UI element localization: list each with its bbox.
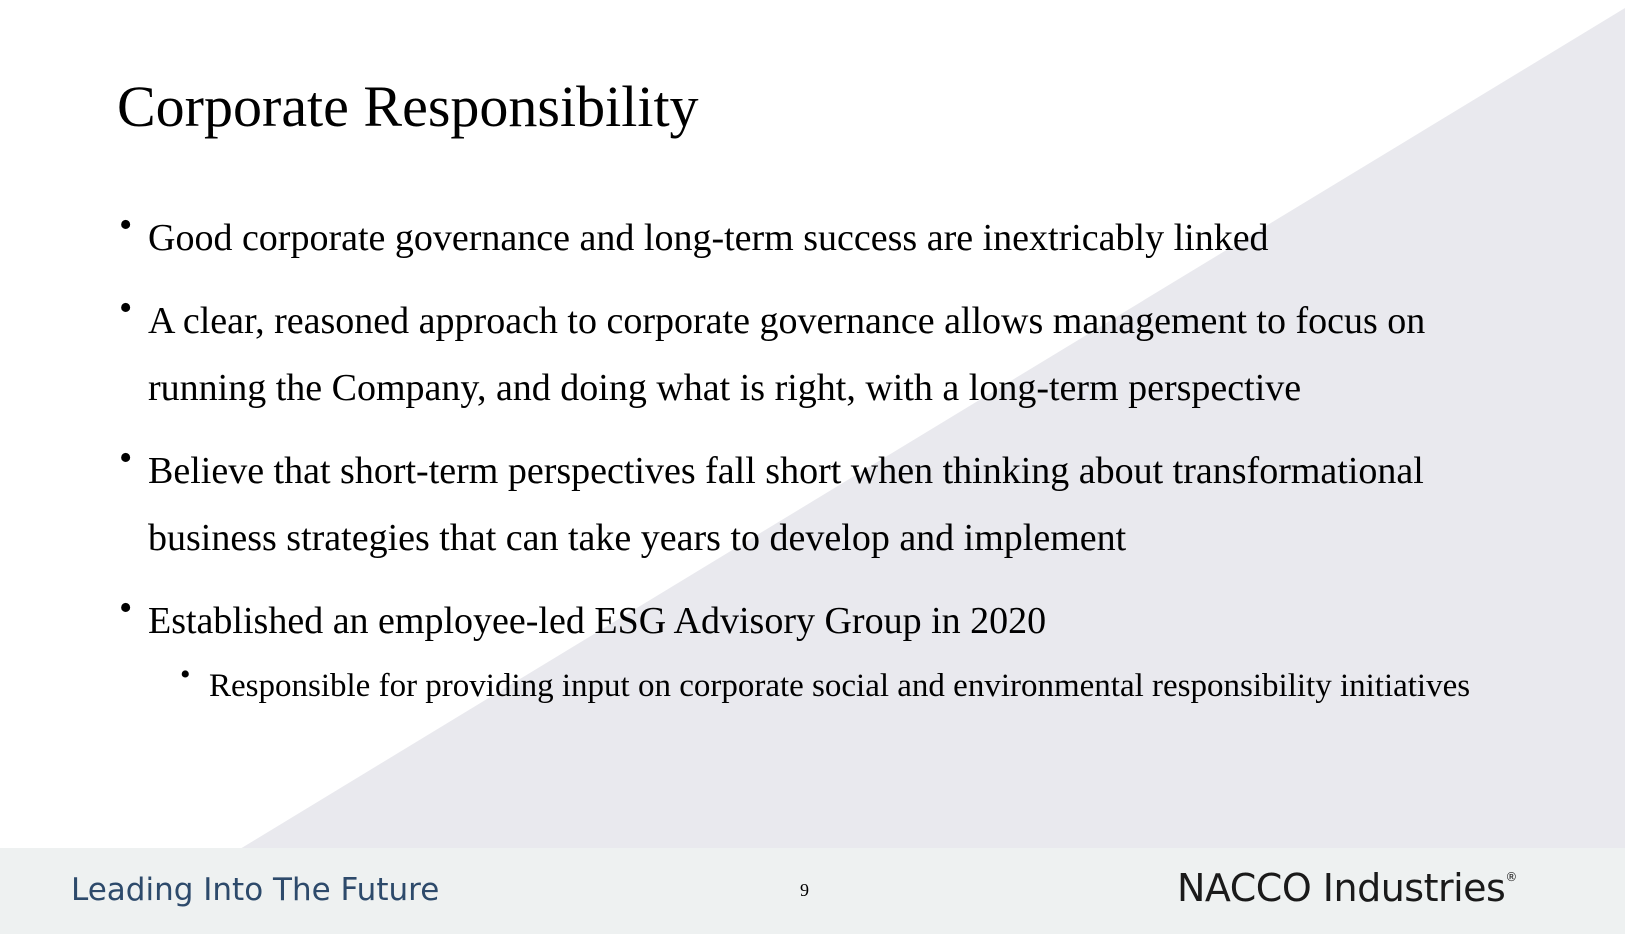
bullet-item: [117, 205, 1537, 272]
bullet-dot-icon: •: [119, 437, 133, 479]
footer-bar: [0, 848, 1625, 934]
bullet-text: Believe that short-term perspectives fall short when thinking about transformational business strategies that can take years to develop and implement: [148, 450, 1424, 559]
company-logo: [1177, 866, 1517, 910]
bullet-text: Good corporate governance and long-term success are inextricably linked: [148, 217, 1269, 259]
sub-bullet-dot-icon: •: [180, 658, 191, 691]
bullet-item: [117, 288, 1537, 422]
bullet-dot-icon: •: [119, 204, 133, 246]
bullet-dot-icon: •: [119, 587, 133, 629]
logo-text: NACCO Industries: [1177, 866, 1506, 910]
bullet-item: [117, 588, 1537, 655]
bullet-list: [117, 205, 1537, 715]
page-number: 9: [800, 880, 809, 900]
slide-title: Corporate Responsibility: [117, 74, 699, 139]
sub-bullet-text: Responsible for providing input on corporate social and environmental responsibility initiatives: [209, 668, 1471, 704]
sub-bullet-item: [178, 657, 1537, 715]
bullet-dot-icon: •: [119, 287, 133, 329]
bullet-text: A clear, reasoned approach to corporate governance allows management to focus on running the Company, and doing what is right, with a long-term perspective: [148, 300, 1426, 409]
registered-mark-icon: ®: [1505, 870, 1517, 884]
bullet-item: [117, 438, 1537, 572]
bullet-text: Established an employee-led ESG Advisory Group in 2020: [148, 600, 1047, 642]
footer-tagline: Leading Into The Future: [71, 872, 440, 908]
